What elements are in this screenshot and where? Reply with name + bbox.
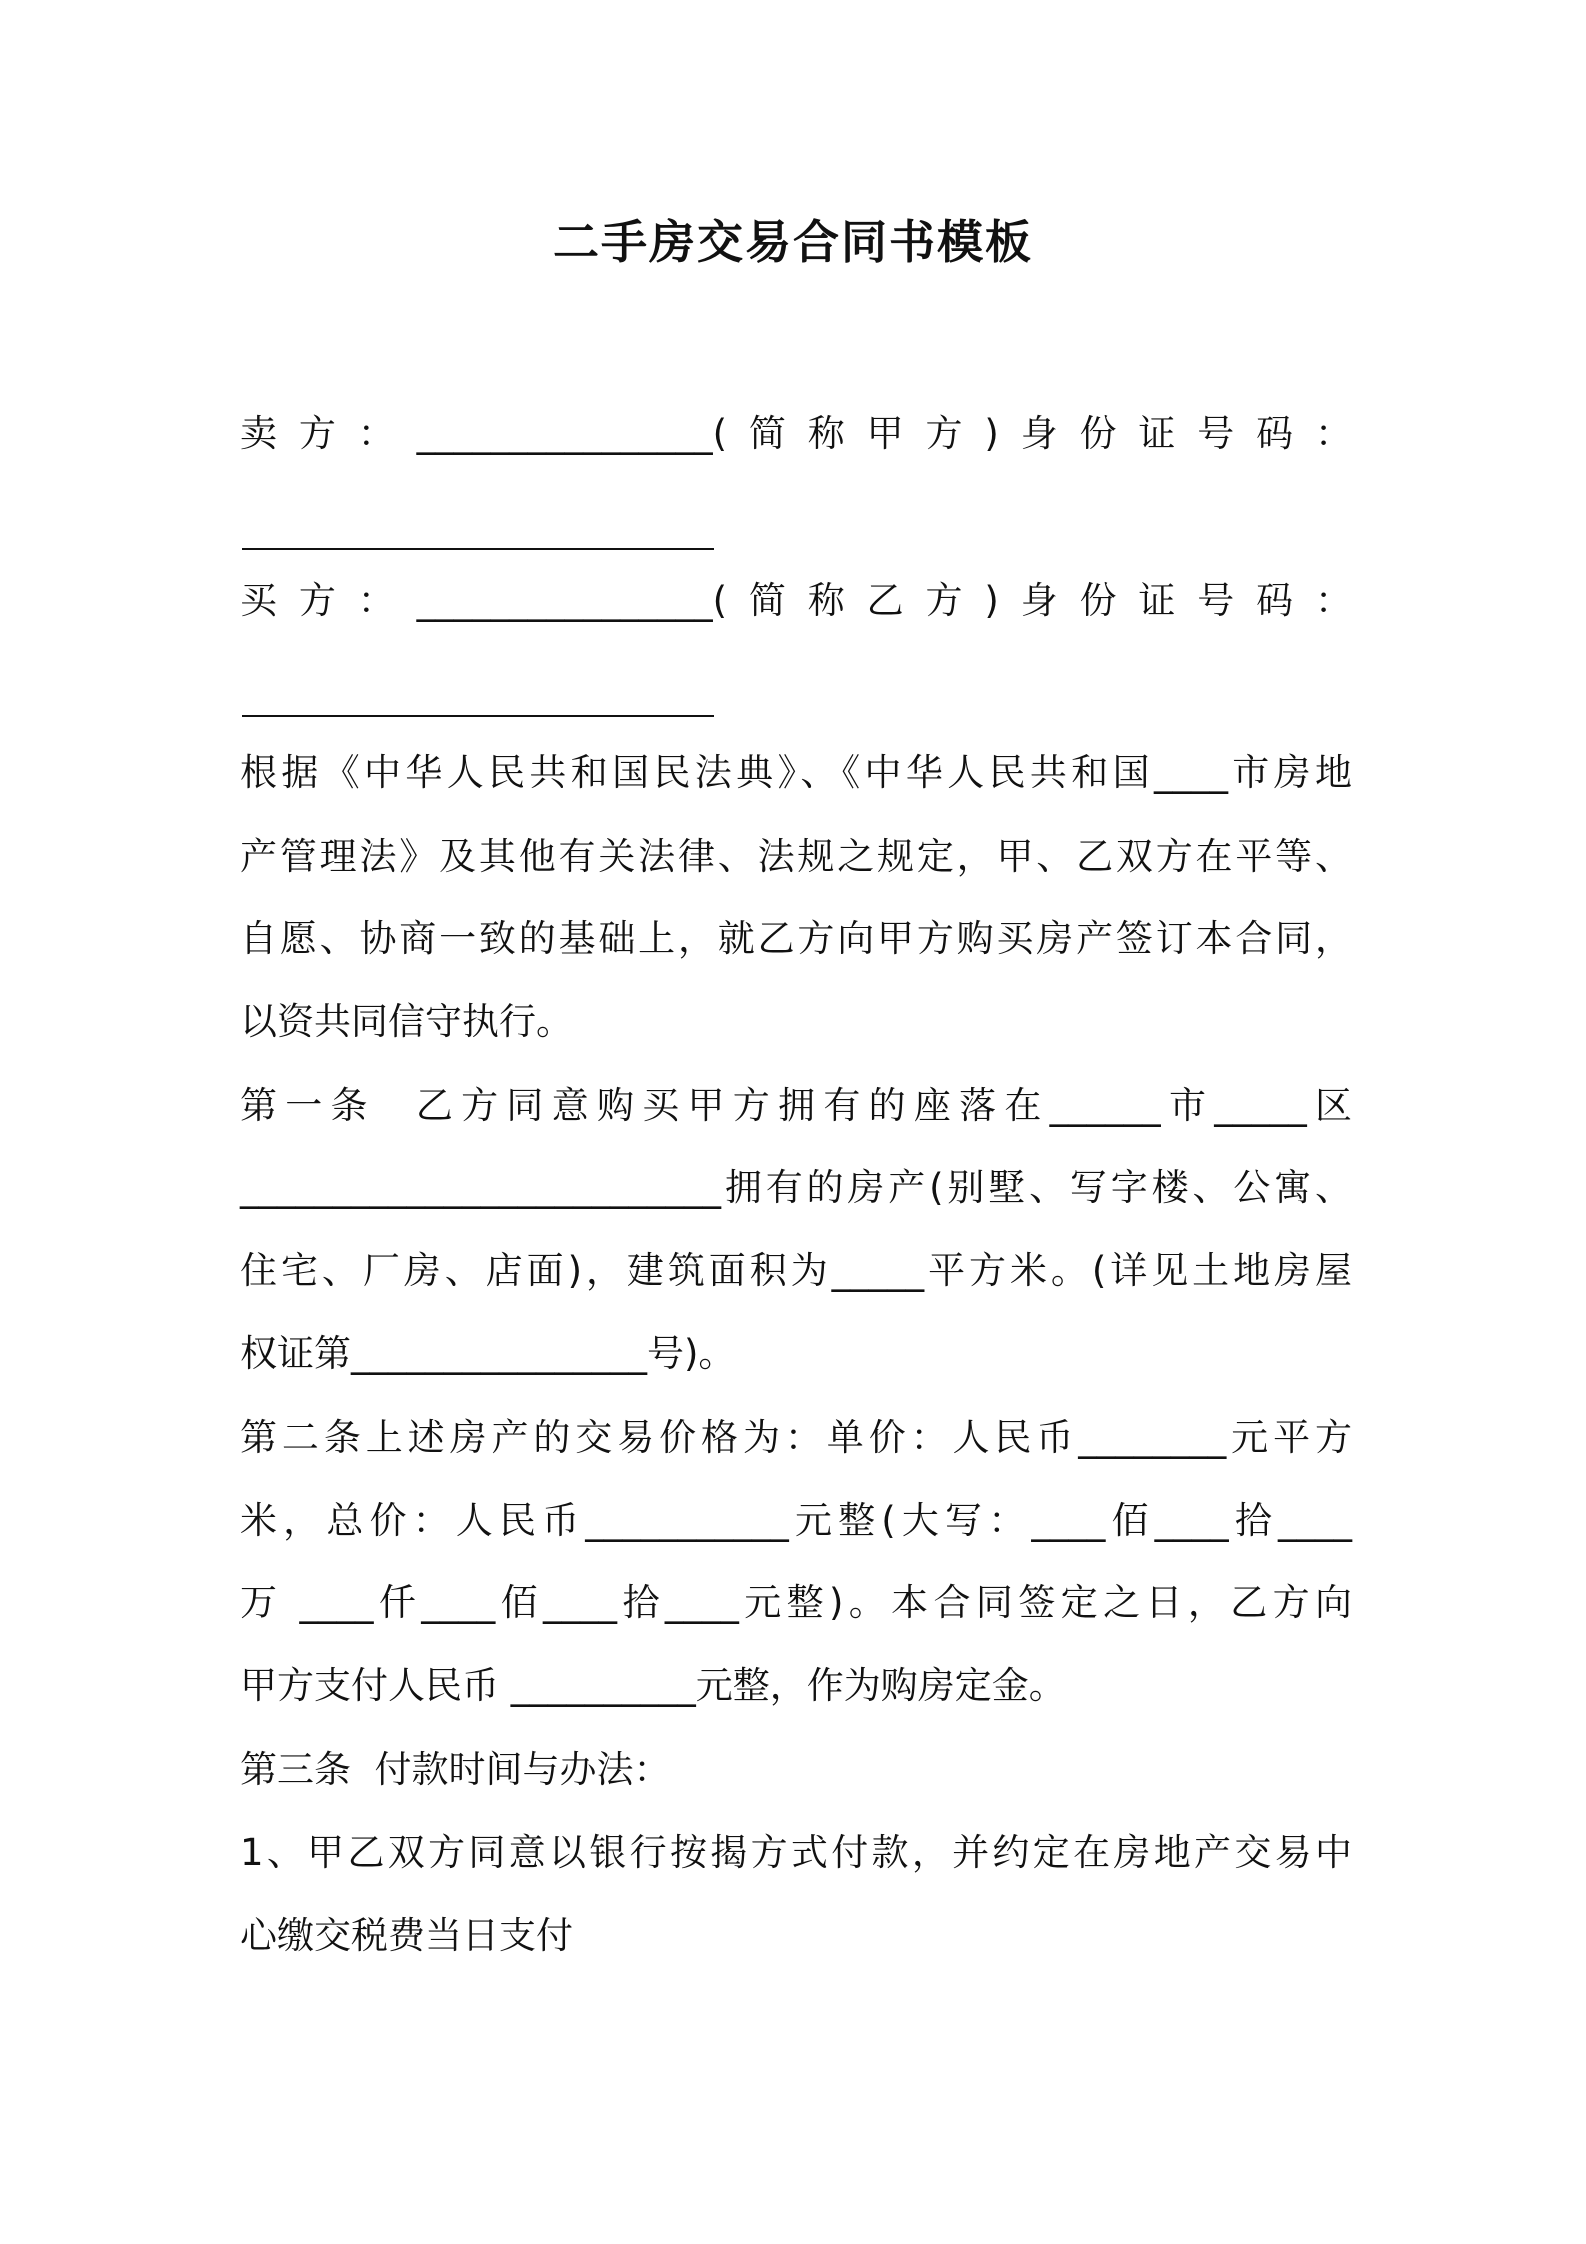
article-2-line: 第二条上述房产的交易价格为：单价：人民币________元平方: [240, 1416, 1352, 1459]
seller-line: 卖方：________________(简称甲方)身份证号码：: [240, 412, 1352, 455]
article-2-line: 米，总价：人民币___________元整(大写：____佰____拾____: [240, 1499, 1352, 1542]
paragraph-line: 产管理法》及其他有关法律、法规之规定，甲、乙双方在平等、: [240, 835, 1352, 878]
article-1-line: __________________________拥有的房产(别墅、写字楼、公寓、: [240, 1166, 1352, 1209]
buyer-id-blank: [242, 715, 714, 717]
article-3-heading: 第三条 付款时间与办法：: [240, 1748, 671, 1791]
paragraph-line: 根据《中华人民共和国民法典》、《中华人民共和国____市房地: [240, 751, 1352, 794]
article-1-line: 住宅、厂房、店面)，建筑面积为_____平方米。(详见土地房屋: [240, 1249, 1352, 1292]
article-2-line: 万 ____仟____佰____拾____元整)。本合同签定之日，乙方向: [240, 1581, 1352, 1624]
buyer-line: 买方：________________(简称乙方)身份证号码：: [240, 579, 1352, 622]
article-1-line: 第一条 乙方同意购买甲方拥有的座落在______市_____区: [240, 1084, 1352, 1127]
seller-id-blank: [242, 548, 714, 550]
paragraph-line: 以资共同信守执行。: [240, 1000, 573, 1043]
article-2-line: 甲方支付人民币 __________元整，作为购房定金。: [240, 1664, 1066, 1707]
page-title: 二手房交易合同书模板: [553, 215, 1033, 269]
article-3-line: 1、甲乙双方同意以银行按揭方式付款，并约定在房地产交易中: [240, 1831, 1352, 1874]
article-1-line: 权证第________________号)。: [240, 1332, 736, 1375]
article-3-line: 心缴交税费当日支付: [240, 1914, 573, 1957]
paragraph-line: 自愿、协商一致的基础上，就乙方向甲方购买房产签订本合同，: [240, 917, 1352, 960]
